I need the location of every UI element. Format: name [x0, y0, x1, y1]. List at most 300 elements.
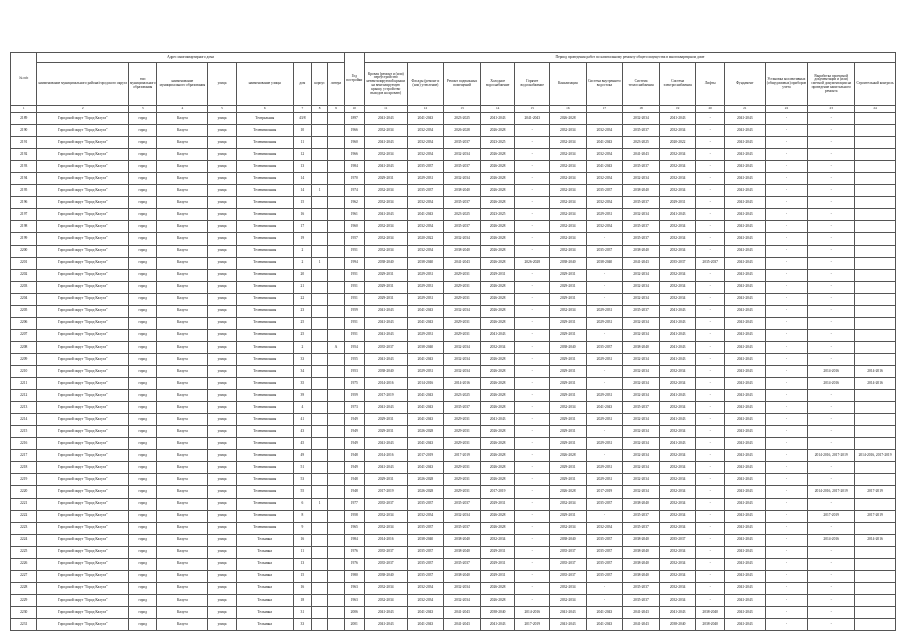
table-cell: 2029-2031 — [364, 281, 407, 293]
table-cell — [312, 341, 328, 353]
table-cell: Калуга — [157, 329, 208, 341]
table-cell: 2026-2028 — [480, 125, 515, 137]
table-cell — [312, 510, 328, 522]
column-number: 18 — [623, 106, 660, 113]
table-cell: - — [696, 161, 724, 173]
table-cell: - — [696, 293, 724, 305]
table-cell: Калуга — [157, 233, 208, 245]
row-number-cell: 2228 — [11, 582, 37, 594]
table-cell: - — [808, 173, 855, 185]
table-cell: - — [808, 137, 855, 149]
table-cell: 2017-2019 — [855, 486, 896, 498]
table-cell: 2026-2028 — [480, 185, 515, 197]
table-cell: 2041-2043 — [724, 329, 765, 341]
table-cell: 2026-2028 — [480, 402, 515, 414]
table-cell: 2038-2040 — [623, 185, 660, 197]
table-cell: Калуга — [157, 546, 208, 558]
table-cell: Калуга — [157, 353, 208, 365]
table-cell: 2029-2031 — [407, 293, 444, 305]
table-cell: 1955 — [344, 353, 364, 365]
row-number-cell: 2215 — [11, 426, 37, 438]
table-cell: 2041-2043 — [724, 426, 765, 438]
table-cell — [312, 305, 328, 317]
table-cell: улица — [208, 606, 236, 618]
column-number: 16 — [550, 106, 587, 113]
table-cell: город — [128, 185, 156, 197]
table-row — [11, 534, 896, 546]
table-cell: Калуга — [157, 245, 208, 257]
row-number-cell: 2206 — [11, 317, 37, 329]
table-cell: - — [765, 474, 808, 486]
table-cell: 2023-2025 — [480, 209, 515, 221]
table-cell: 18 — [293, 594, 311, 606]
table-cell: 2041-2043 — [724, 582, 765, 594]
table-cell: - — [808, 245, 855, 257]
table-cell: 1951 — [344, 245, 364, 257]
table-cell: - — [696, 570, 724, 582]
table-cell: - — [765, 426, 808, 438]
table-cell: 6 — [293, 498, 311, 510]
row-number-cell: 2201 — [11, 257, 37, 269]
table-cell: - — [765, 486, 808, 498]
table-cell — [855, 329, 896, 341]
table-cell: 2035-2037 — [407, 522, 444, 534]
table-cell: - — [808, 305, 855, 317]
table-cell — [312, 450, 328, 462]
table-cell: город — [128, 221, 156, 233]
table-cell: 2041-2043 — [364, 305, 407, 317]
table-cell: 2041-2043 — [724, 606, 765, 618]
column-number: 2 — [37, 106, 129, 113]
table-cell — [855, 113, 896, 125]
table-cell: 1949 — [344, 426, 364, 438]
table-cell: город — [128, 546, 156, 558]
table-cell: 2026-2028 — [480, 161, 515, 173]
table-cell: 2032-2034 — [659, 546, 696, 558]
table-cell: - — [696, 281, 724, 293]
table-cell: - — [808, 281, 855, 293]
table-cell: - — [765, 498, 808, 510]
table-cell: 2017-2019 — [808, 510, 855, 522]
table-cell: 2041-2043 — [364, 209, 407, 221]
table-cell: 2032-2034 — [407, 137, 444, 149]
column-number: 4 — [157, 106, 208, 113]
table-cell: - — [586, 594, 623, 606]
table-cell: - — [515, 125, 550, 137]
table-cell — [312, 402, 328, 414]
table-cell: 2026-2028 — [480, 173, 515, 185]
table-cell: 2041-2043 — [724, 522, 765, 534]
table-cell: город — [128, 365, 156, 377]
table-cell: 1951 — [344, 329, 364, 341]
table-cell: 2035-2037 — [364, 498, 407, 510]
table-cell: - — [808, 113, 855, 125]
table-cell: - — [765, 209, 808, 221]
table-cell: 2014-2016 — [364, 450, 407, 462]
table-cell: город — [128, 378, 156, 390]
table-row — [11, 402, 896, 414]
table-cell: город — [128, 606, 156, 618]
table-cell: улица — [208, 510, 236, 522]
table-cell: 2023-2025 — [623, 137, 660, 149]
table-cell: 2026-2028 — [407, 474, 444, 486]
table-cell: 2041-2043 — [586, 402, 623, 414]
row-number-cell: 2202 — [11, 269, 37, 281]
table-cell: 2041-2043 — [659, 606, 696, 618]
table-cell: 2014-2016 — [808, 378, 855, 390]
table-cell: 2041-2043 — [724, 365, 765, 377]
table-cell: улица — [208, 305, 236, 317]
table-cell: 2029-2031 — [586, 317, 623, 329]
table-cell: 2041-2043 — [724, 498, 765, 510]
table-cell: 2041-2043 — [659, 317, 696, 329]
table-cell: - — [808, 570, 855, 582]
table-row — [11, 582, 896, 594]
table-cell: город — [128, 329, 156, 341]
table-row — [11, 293, 896, 305]
table-cell: 2032-2034 — [659, 474, 696, 486]
table-cell — [328, 594, 344, 606]
table-cell: 2035-2037 — [586, 558, 623, 570]
table-cell: 2032-2034 — [623, 113, 660, 125]
table-cell: город — [128, 137, 156, 149]
table-cell: 2020-2022 — [407, 233, 444, 245]
table-cell: 2041-2043 — [444, 606, 481, 618]
table-cell: город — [128, 293, 156, 305]
table-cell: 2041-2043 — [586, 137, 623, 149]
row-number-cell: 2218 — [11, 462, 37, 474]
table-cell: 2041-2043 — [659, 390, 696, 402]
table-cell — [312, 281, 328, 293]
table-cell — [312, 474, 328, 486]
table-cell: - — [515, 570, 550, 582]
table-cell — [328, 570, 344, 582]
table-cell: 9 — [293, 522, 311, 534]
table-cell: 2041-2043 — [659, 341, 696, 353]
table-cell: Калуга — [157, 185, 208, 197]
table-cell: 2038-2040 — [444, 570, 481, 582]
table-cell — [312, 317, 328, 329]
table-cell: Телевизионная — [236, 462, 293, 474]
table-cell: Телевизионная — [236, 281, 293, 293]
column-header: Система электроснабжения — [659, 63, 696, 106]
table-cell: - — [808, 317, 855, 329]
table-cell: Театральная — [236, 113, 293, 125]
table-cell: 2032-2034 — [659, 245, 696, 257]
table-cell: Телевизионная — [236, 305, 293, 317]
table-cell: Калуга — [157, 269, 208, 281]
table-body — [11, 113, 896, 631]
table-cell: 2014-2016 — [407, 378, 444, 390]
table-cell: Телевизионная — [236, 197, 293, 209]
table-cell: Телевизионная — [236, 329, 293, 341]
table-cell: Телевизионная — [236, 486, 293, 498]
table-cell — [312, 233, 328, 245]
table-cell: улица — [208, 474, 236, 486]
table-cell — [855, 426, 896, 438]
table-cell — [312, 149, 328, 161]
row-number-cell: 2209 — [11, 353, 37, 365]
table-cell: 2032-2034 — [623, 365, 660, 377]
table-cell: Телевизионная — [236, 426, 293, 438]
table-cell: 23 — [293, 305, 311, 317]
table-cell: 2032-2034 — [364, 582, 407, 594]
table-cell: Телевизионная — [236, 414, 293, 426]
table-cell: 2029-2031 — [364, 474, 407, 486]
table-cell: 2038-2040 — [364, 257, 407, 269]
table-cell: 2041-2043 — [407, 317, 444, 329]
table-cell: 2041-2043 — [407, 438, 444, 450]
table-cell: Телевизионная — [236, 438, 293, 450]
table-cell: 1961 — [344, 209, 364, 221]
table-cell: 2035-2037 — [407, 558, 444, 570]
table-cell: 2029-2031 — [550, 378, 587, 390]
table-cell: 2029-2031 — [586, 462, 623, 474]
table-cell: 2032-2034 — [659, 450, 696, 462]
header-numbers-row — [11, 106, 896, 113]
table-cell: - — [515, 390, 550, 402]
table-cell — [312, 582, 328, 594]
table-cell: 2029-2031 — [480, 570, 515, 582]
table-cell: 2041-2043 — [407, 390, 444, 402]
table-cell — [312, 594, 328, 606]
table-cell — [328, 365, 344, 377]
table-cell: 2032-2034 — [550, 245, 587, 257]
column-header: наименование муниципального образования — [157, 63, 208, 106]
table-cell: 2032-2034 — [659, 462, 696, 474]
table-cell: 1963 — [344, 594, 364, 606]
table-cell: - — [515, 378, 550, 390]
table-cell: 2032-2034 — [550, 594, 587, 606]
table-cell: - — [696, 341, 724, 353]
table-cell: 2035-2037 — [407, 185, 444, 197]
table-cell — [328, 221, 344, 233]
table-cell: 2035-2037 — [444, 522, 481, 534]
table-cell: Калуга — [157, 137, 208, 149]
table-cell: 2026-2028 — [480, 510, 515, 522]
table-cell: - — [696, 594, 724, 606]
table-cell: 2032-2034 — [550, 137, 587, 149]
table-cell: 2038-2040 — [696, 618, 724, 630]
table-row — [11, 341, 896, 353]
table-cell: Тельмана — [236, 558, 293, 570]
table-cell: 1966 — [344, 125, 364, 137]
table-cell: Городской округ "Город Калуга" — [37, 414, 129, 426]
table-cell: 2035-2037 — [696, 257, 724, 269]
table-cell: 2032-2034 — [659, 594, 696, 606]
table-cell: - — [515, 173, 550, 185]
table-cell: 2026-2028 — [480, 233, 515, 245]
table-row — [11, 329, 896, 341]
table-cell: 2041-2043 — [407, 209, 444, 221]
table-cell: 2038-2040 — [623, 570, 660, 582]
table-row — [11, 269, 896, 281]
table-cell: 2038-2040 — [696, 606, 724, 618]
table-cell: Калуга — [157, 594, 208, 606]
table-cell: - — [515, 522, 550, 534]
table-cell: 2029-2031 — [659, 197, 696, 209]
table-cell: 2041-2043 — [623, 618, 660, 630]
table-cell: Тельмана — [236, 606, 293, 618]
row-number-cell: 2222 — [11, 510, 37, 522]
table-cell: 2029-2031 — [550, 329, 587, 341]
table-cell: 2026-2028 — [515, 257, 550, 269]
table-cell: - — [696, 462, 724, 474]
table-row — [11, 257, 896, 269]
column-header: тип муниципального образования — [128, 63, 156, 106]
table-cell: 2029-2031 — [444, 281, 481, 293]
table-cell: - — [696, 534, 724, 546]
table-cell: 1970 — [344, 173, 364, 185]
table-cell: 2038-2040 — [364, 365, 407, 377]
table-cell: - — [765, 390, 808, 402]
table-cell: - — [696, 269, 724, 281]
table-cell: - — [696, 378, 724, 390]
row-number-cell: 2207 — [11, 329, 37, 341]
table-cell — [312, 209, 328, 221]
table-cell: 2032-2034 — [659, 378, 696, 390]
table-cell: Телевизионная — [236, 257, 293, 269]
table-cell — [328, 245, 344, 257]
table-cell: 2026-2028 — [480, 390, 515, 402]
table-cell: город — [128, 113, 156, 125]
table-cell: улица — [208, 341, 236, 353]
table-cell: 2038-2040 — [550, 341, 587, 353]
row-number-cell: 2212 — [11, 390, 37, 402]
table-cell — [855, 281, 896, 293]
table-cell — [855, 594, 896, 606]
table-cell — [855, 233, 896, 245]
table-cell: 1966 — [344, 149, 364, 161]
table-cell: 2041-2043 — [407, 353, 444, 365]
table-cell: улица — [208, 197, 236, 209]
table-cell: 2032-2034 — [623, 293, 660, 305]
table-cell: 2041-2043 — [724, 438, 765, 450]
table-cell: 2032-2034 — [659, 426, 696, 438]
table-cell: 1948 — [344, 474, 364, 486]
table-cell: 2041-2043 — [364, 329, 407, 341]
table-cell: 2006 — [344, 606, 364, 618]
table-cell — [328, 353, 344, 365]
table-cell: 2035-2037 — [444, 558, 481, 570]
table-cell: 2032-2034 — [659, 173, 696, 185]
table-cell: 2020-2022 — [659, 137, 696, 149]
table-cell: Телевизионная — [236, 390, 293, 402]
table-cell: 2014-2016, 2017-2019 — [808, 450, 855, 462]
table-cell: Калуга — [157, 293, 208, 305]
table-cell — [328, 510, 344, 522]
table-cell: Городской округ "Город Калуга" — [37, 329, 129, 341]
table-cell: Телевизионная — [236, 185, 293, 197]
table-cell: Калуга — [157, 125, 208, 137]
table-cell: 2032-2034 — [623, 450, 660, 462]
table-cell: 2032-2034 — [444, 510, 481, 522]
table-cell: 2035-2037 — [623, 594, 660, 606]
row-number-cell: 2204 — [11, 293, 37, 305]
row-number-cell: 2217 — [11, 450, 37, 462]
table-cell: 1951 — [344, 269, 364, 281]
row-number-cell: 2229 — [11, 594, 37, 606]
table-cell: 2032-2034 — [659, 281, 696, 293]
table-cell: 2041-2043 — [407, 462, 444, 474]
table-row — [11, 245, 896, 257]
column-header: Строительный контроль — [855, 63, 896, 106]
table-cell: 2041-2043 — [724, 257, 765, 269]
table-cell: 1959 — [344, 390, 364, 402]
table-cell: - — [765, 125, 808, 137]
table-cell: Калуга — [157, 221, 208, 233]
table-cell: 2032-2034 — [623, 329, 660, 341]
table-cell: 2038-2040 — [444, 245, 481, 257]
table-cell: 2023-2025 — [480, 137, 515, 149]
table-cell: 2041-2043 — [724, 197, 765, 209]
table-cell — [312, 534, 328, 546]
column-number: 21 — [724, 106, 765, 113]
table-cell: 2032-2034 — [623, 462, 660, 474]
table-cell: улица — [208, 149, 236, 161]
table-cell: 34 — [293, 365, 311, 377]
table-cell — [855, 462, 896, 474]
column-header: Горячее водоснабжение — [515, 63, 550, 106]
table-cell: 2032-2034 — [586, 149, 623, 161]
table-cell: - — [586, 365, 623, 377]
table-cell: 2032-2034 — [659, 269, 696, 281]
table-cell — [328, 173, 344, 185]
column-number: 1 — [11, 106, 37, 113]
table-cell — [312, 353, 328, 365]
table-cell: 1949 — [344, 414, 364, 426]
table-cell: - — [586, 269, 623, 281]
table-cell: Городской округ "Город Калуга" — [37, 570, 129, 582]
table-cell: - — [765, 185, 808, 197]
table-cell: - — [515, 185, 550, 197]
table-cell — [328, 161, 344, 173]
table-cell: Калуга — [157, 618, 208, 630]
table-cell: 2032-2034 — [659, 582, 696, 594]
table-cell — [855, 582, 896, 594]
table-cell — [328, 149, 344, 161]
table-cell: 2041-2043 — [659, 209, 696, 221]
table-row — [11, 426, 896, 438]
table-cell: 2014-2016 — [364, 534, 407, 546]
table-cell — [328, 305, 344, 317]
table-cell: Калуга — [157, 558, 208, 570]
table-cell: 22 — [293, 293, 311, 305]
table-cell: Городской округ "Город Калуга" — [37, 197, 129, 209]
table-cell: 2041-2043 — [724, 546, 765, 558]
table-cell: 1957 — [344, 233, 364, 245]
table-cell — [328, 390, 344, 402]
table-cell: город — [128, 353, 156, 365]
header-columns-row — [11, 63, 896, 106]
table-cell: 2029-2031 — [586, 209, 623, 221]
table-cell: 2041-2043 — [724, 618, 765, 630]
table-cell: Калуга — [157, 570, 208, 582]
table-cell: 2029-2031 — [407, 173, 444, 185]
table-cell: Городской округ "Город Калуга" — [37, 113, 129, 125]
column-number: 7 — [293, 106, 311, 113]
table-cell — [328, 462, 344, 474]
table-cell: Городской округ "Город Калуга" — [37, 594, 129, 606]
table-cell: - — [696, 317, 724, 329]
table-cell: 2035-2037 — [550, 570, 587, 582]
table-cell: 1 — [312, 185, 328, 197]
table-cell: 14 — [293, 173, 311, 185]
table-cell: улица — [208, 462, 236, 474]
table-cell: - — [515, 317, 550, 329]
table-cell: 2029-2031 — [444, 414, 481, 426]
table-cell: 1960 — [344, 221, 364, 233]
